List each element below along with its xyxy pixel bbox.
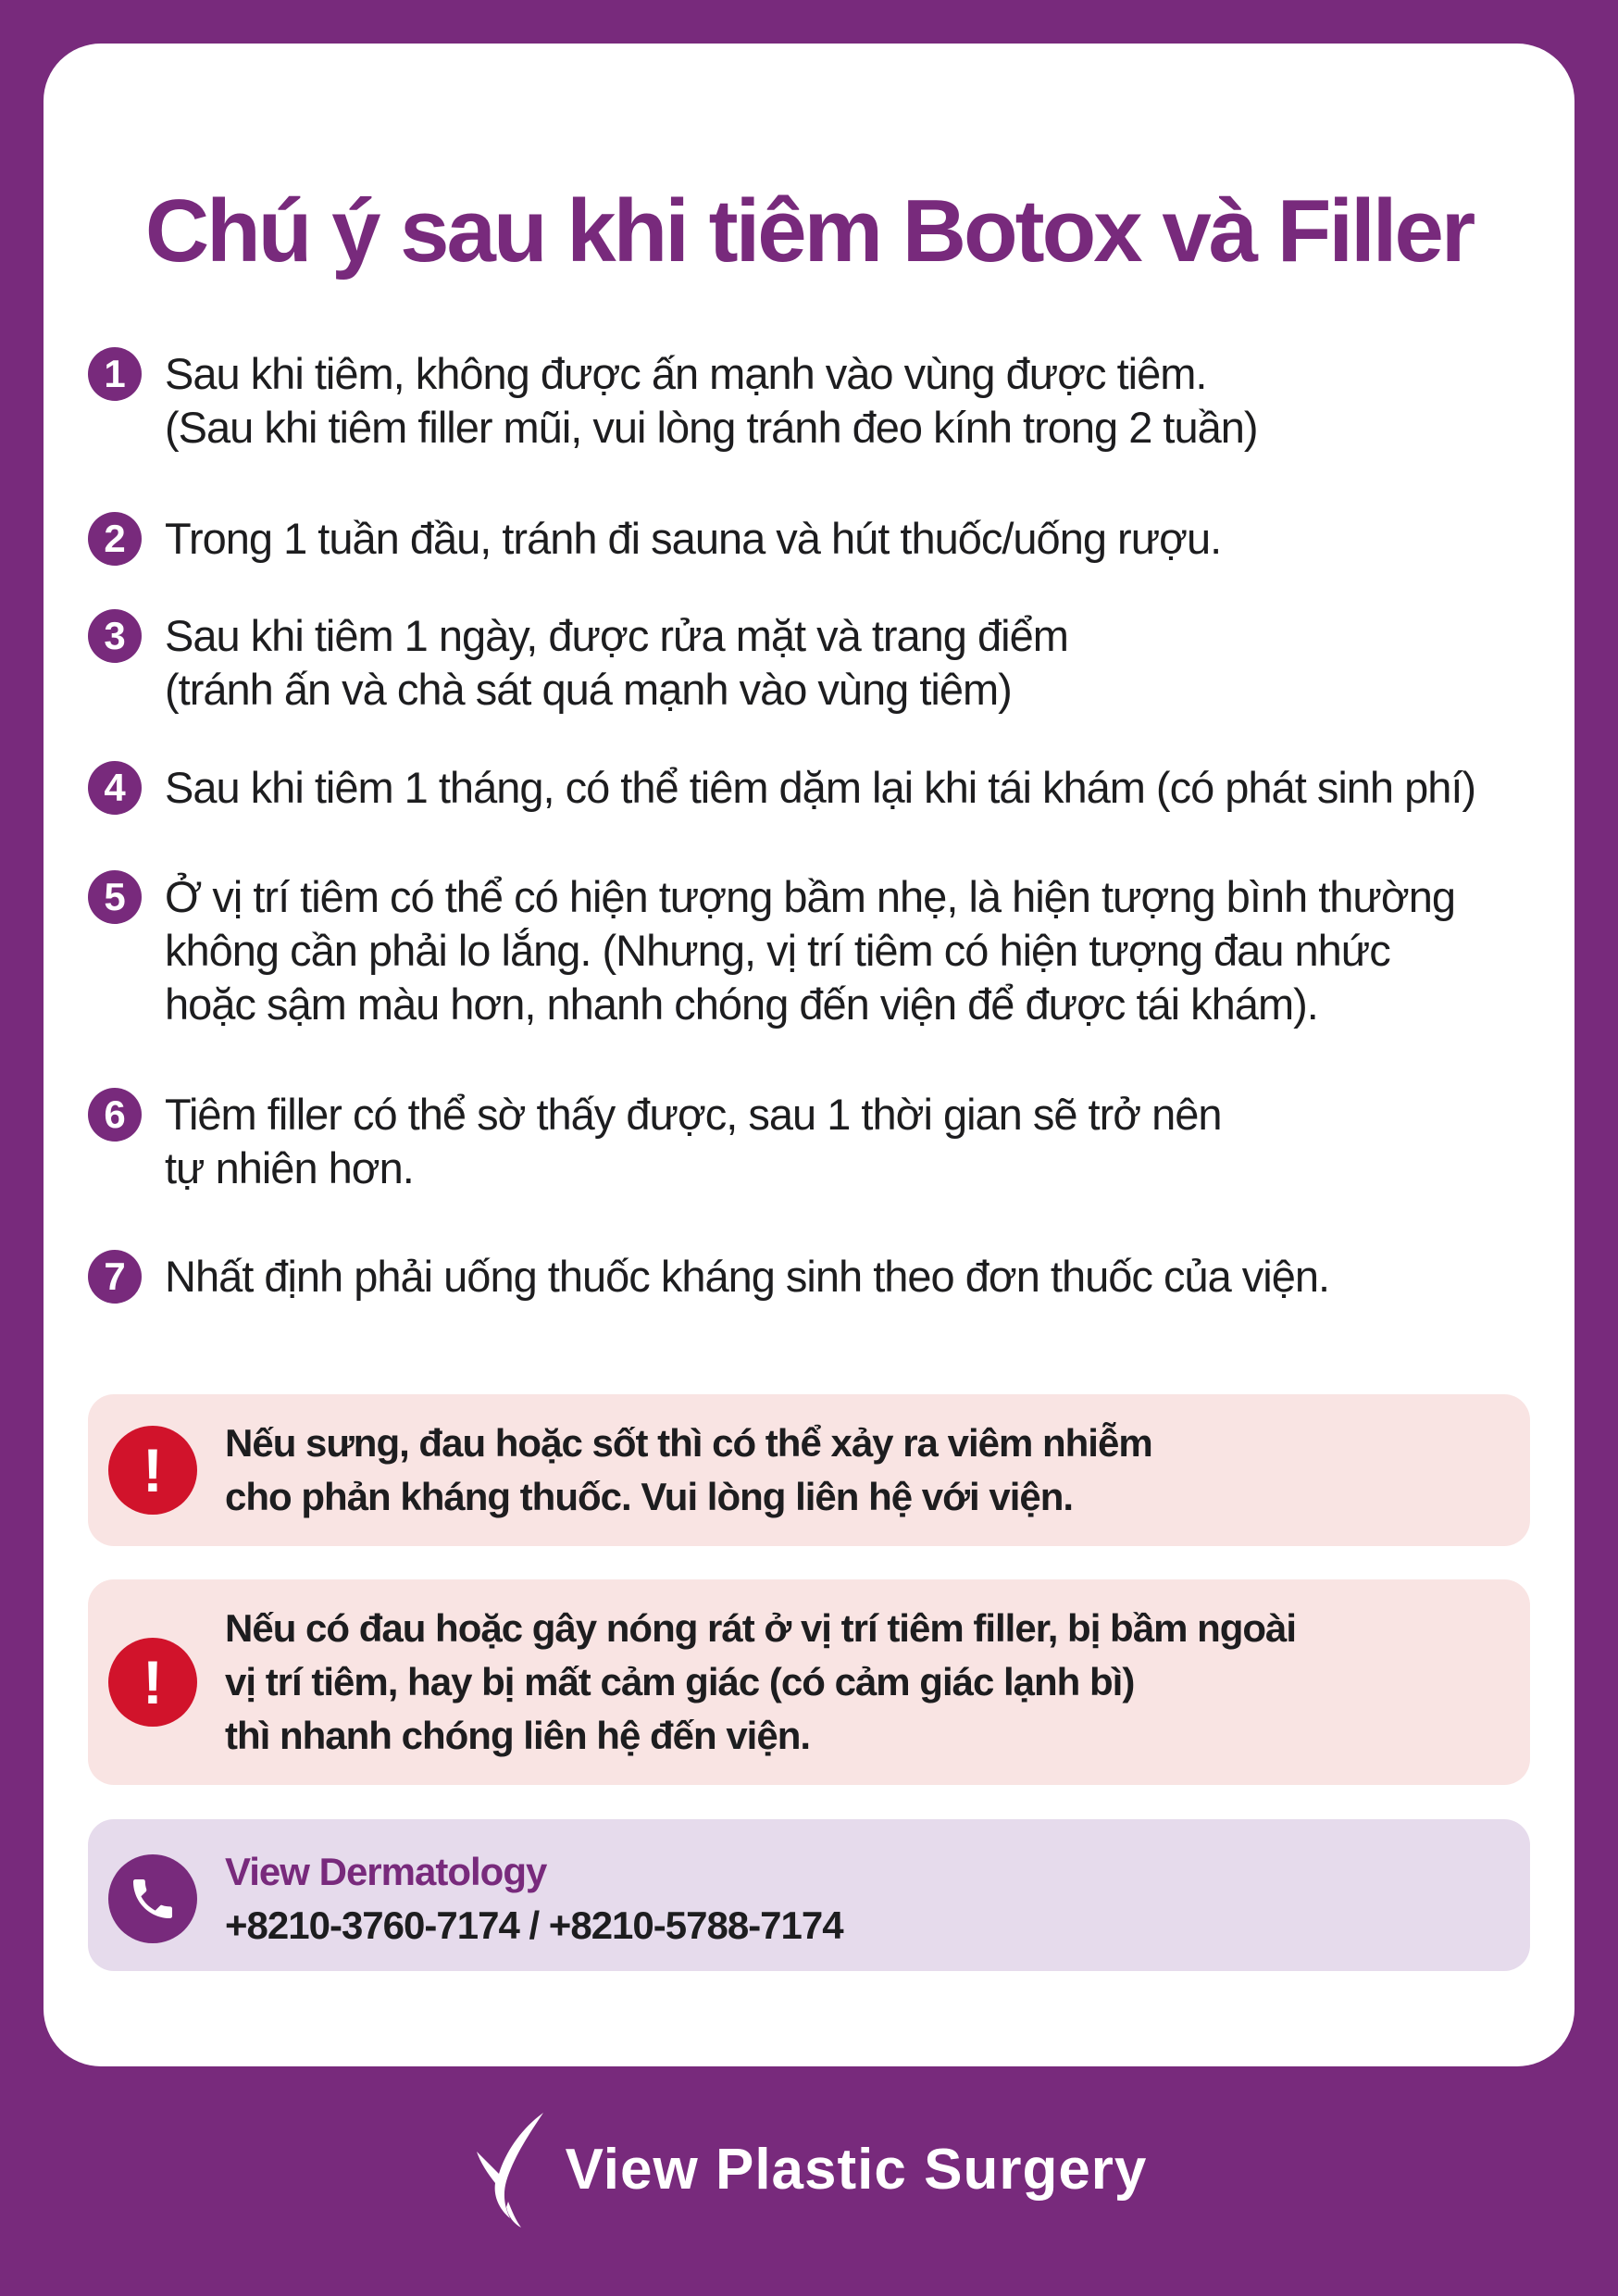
rule-text: Nhất định phải uống thuốc kháng sinh theo đơn thuốc của viện.: [165, 1252, 1330, 1301]
list-item: [88, 1250, 1537, 1304]
number-badge: 5: [88, 870, 142, 924]
list-item: [88, 609, 1537, 717]
rule-text: Sau khi tiêm 1 tháng, có thể tiêm dặm lại khi tái khám (có phát sinh phí): [165, 763, 1476, 812]
list-item: [88, 761, 1537, 815]
content-card: [44, 44, 1574, 2066]
number-badge: 4: [88, 761, 142, 815]
rule-text: Ở vị trí tiêm có thể có hiện tượng bầm nhẹ, là hiện tượng bình thường không cần phải lo lắng. (Nhưng, vị trí tiêm có hiện tượng đau nhức hoặc sậm màu hơn, nhanh chóng đến viện để được tái khám).: [165, 872, 1455, 1029]
warning-text: Nếu có đau hoặc gây nóng rát ở vị trí tiêm filler, bị bầm ngoài vị trí tiêm, hay bị mất cảm giác (có cảm giác lạnh bì) thì nhanh chóng liên hệ đến viện.: [225, 1606, 1297, 1757]
number-badge: 7: [88, 1250, 142, 1304]
rule-text: Trong 1 tuần đầu, tránh đi sauna và hút thuốc/uống rượu.: [165, 514, 1222, 563]
page-title: Chú ý sau khi tiêm Botox và Filler: [144, 181, 1474, 281]
list-item: [88, 347, 1537, 455]
clinic-name: View Dermatology: [225, 1850, 547, 1893]
warning-box: [88, 1579, 1530, 1785]
logo-icon: [471, 2109, 553, 2229]
rule-text: Sau khi tiêm, không được ấn mạnh vào vùng được tiêm. (Sau khi tiêm filler mũi, vui lòng tránh đeo kính trong 2 tuần): [165, 349, 1258, 452]
number-badge: 3: [88, 609, 142, 663]
contact-box: [88, 1819, 1530, 1971]
number-badge: 2: [88, 512, 142, 566]
phone-icon[interactable]: [108, 1854, 197, 1943]
brand-name: View Plastic Surgery: [565, 2137, 1148, 2202]
phone-numbers[interactable]: +8210-3760-7174 / +8210-5788-7174: [225, 1903, 843, 1947]
warning-box: [88, 1394, 1530, 1546]
rule-text: Sau khi tiêm 1 ngày, được rửa mặt và trang điểm (tránh ấn và chà sát quá mạnh vào vùng tiêm): [165, 611, 1068, 714]
number-badge: 6: [88, 1088, 142, 1142]
exclamation-icon: !: [108, 1638, 197, 1727]
rule-text: Tiêm filler có thể sờ thấy được, sau 1 thời gian sẽ trở nên tự nhiên hơn.: [165, 1090, 1222, 1192]
list-item: [88, 870, 1537, 1031]
list-item: [88, 1088, 1537, 1195]
footer: [0, 2118, 1618, 2220]
number-badge: 1: [88, 347, 142, 401]
warning-text: Nếu sưng, đau hoặc sốt thì có thể xảy ra viêm nhiễm cho phản kháng thuốc. Vui lòng liên hệ với viện.: [225, 1421, 1152, 1518]
exclamation-icon: !: [108, 1426, 197, 1515]
list-item: [88, 512, 1537, 566]
